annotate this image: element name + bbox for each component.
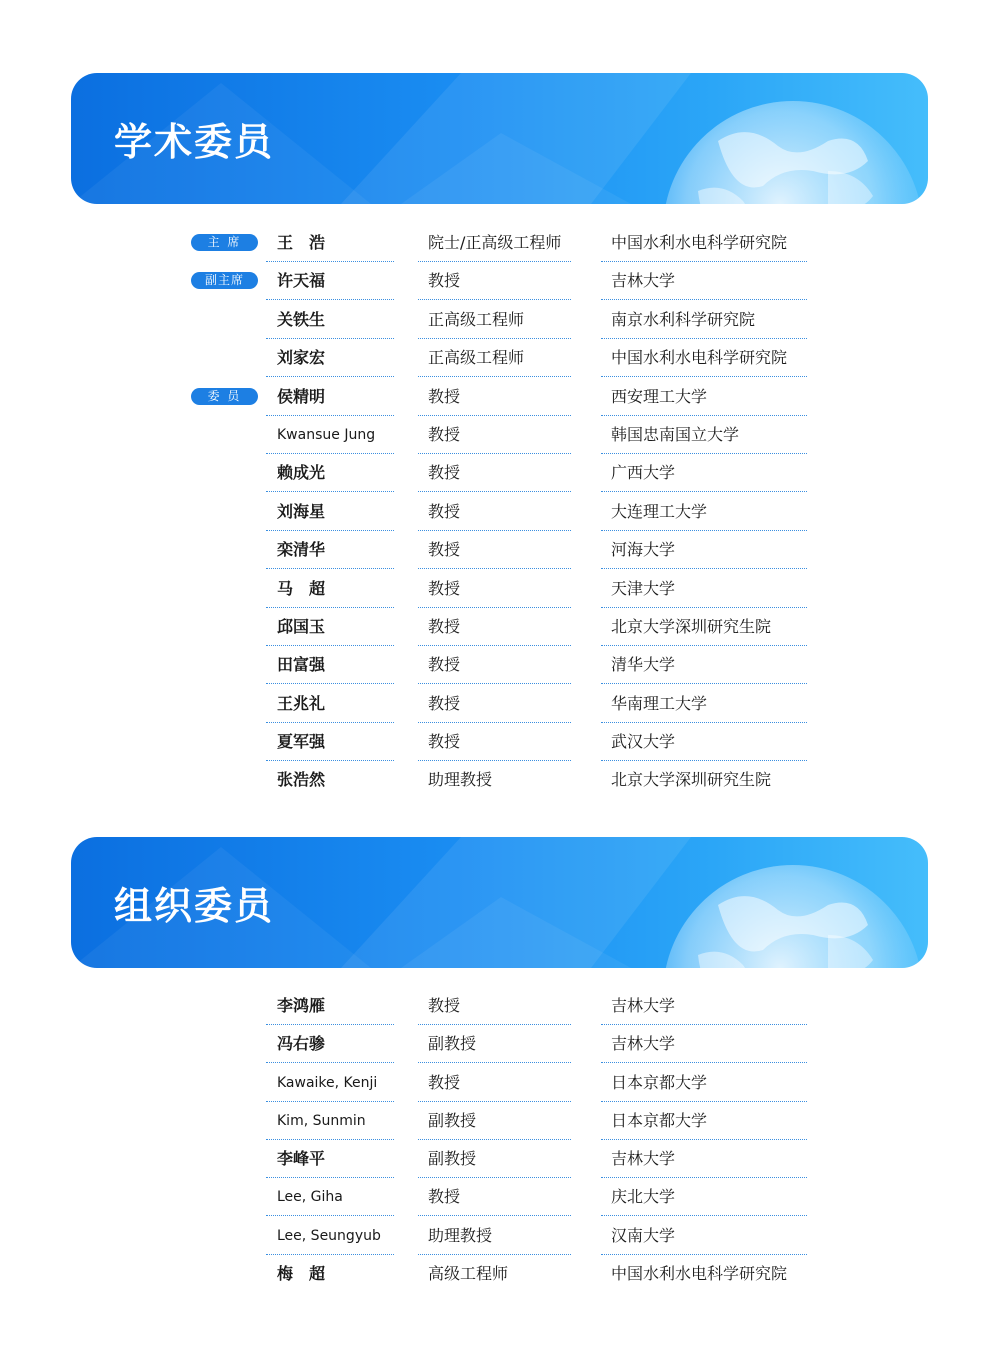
- table-row: [0, 493, 1000, 531]
- organizing-banner: [71, 837, 928, 968]
- member-title: 教授: [428, 271, 461, 290]
- member-org: 广西大学: [611, 463, 676, 482]
- divider: [601, 1062, 807, 1063]
- table-row: [0, 1255, 1000, 1293]
- member-org: 吉林大学: [611, 1149, 676, 1168]
- member-title: 副教授: [428, 1034, 477, 1053]
- member-title: 教授: [428, 463, 461, 482]
- member-title: 教授: [428, 579, 461, 598]
- table-row: [0, 570, 1000, 608]
- table-row: [0, 1025, 1000, 1063]
- member-org: 吉林大学: [611, 996, 676, 1015]
- divider: [418, 491, 571, 492]
- member-title: 教授: [428, 694, 461, 713]
- member-name: 冯右骖: [277, 1034, 326, 1053]
- member-title: 教授: [428, 655, 461, 674]
- member-name: 刘家宏: [277, 348, 326, 367]
- banner-title: 学术委员: [114, 120, 275, 164]
- table-row: [0, 1064, 1000, 1102]
- globe-icon: [628, 845, 928, 968]
- role-badge-chair: 主 席: [191, 234, 258, 251]
- divider: [418, 1215, 571, 1216]
- table-row: [0, 685, 1000, 723]
- divider: [418, 1062, 571, 1063]
- member-name: 赖成光: [277, 463, 326, 482]
- member-title: 教授: [428, 387, 461, 406]
- divider: [266, 299, 394, 300]
- member-name: 王 浩: [277, 233, 326, 252]
- table-row: [0, 761, 1000, 799]
- member-org: 庆北大学: [611, 1187, 676, 1206]
- table-row: [0, 416, 1000, 454]
- divider: [418, 376, 571, 377]
- member-title: 教授: [428, 540, 461, 559]
- table-row: [0, 339, 1000, 377]
- member-org: 北京大学深圳研究生院: [611, 617, 772, 636]
- divider: [418, 683, 571, 684]
- member-title: 教授: [428, 1187, 461, 1206]
- member-title: 助理教授: [428, 1226, 493, 1245]
- member-name: Lee, Seungyub: [277, 1228, 381, 1244]
- member-org: 吉林大学: [611, 1034, 676, 1053]
- table-row: [0, 987, 1000, 1025]
- member-title: 教授: [428, 1073, 461, 1092]
- member-name: 马 超: [277, 579, 326, 598]
- member-name: Kawaike, Kenji: [277, 1075, 378, 1091]
- table-row: [0, 1178, 1000, 1216]
- table-row: [0, 608, 1000, 646]
- member-name: 侯精明: [277, 387, 326, 406]
- member-org: 武汉大学: [611, 732, 676, 751]
- table-row: [0, 531, 1000, 569]
- member-org: 河海大学: [611, 540, 676, 559]
- table-row: [0, 1217, 1000, 1255]
- member-title: 教授: [428, 425, 461, 444]
- member-name: 王兆礼: [277, 694, 326, 713]
- member-name: 栾清华: [277, 540, 326, 559]
- role-badge-member: 委 员: [191, 388, 258, 405]
- member-name: 许天福: [277, 271, 326, 290]
- member-name: 李鸿雁: [277, 996, 326, 1015]
- table-row: [0, 723, 1000, 761]
- member-org: 南京水利科学研究院: [611, 310, 756, 329]
- member-org: 吉林大学: [611, 271, 676, 290]
- divider: [418, 568, 571, 569]
- divider: [266, 491, 394, 492]
- member-title: 院士/正高级工程师: [428, 233, 562, 252]
- table-row: [0, 224, 1000, 262]
- table-row: [0, 1102, 1000, 1140]
- member-org: 天津大学: [611, 579, 676, 598]
- member-name: 李峰平: [277, 1149, 326, 1168]
- table-row: [0, 1140, 1000, 1178]
- banner-title: 组织委员: [114, 884, 275, 928]
- member-title: 教授: [428, 732, 461, 751]
- table-row: [0, 301, 1000, 339]
- divider: [601, 683, 807, 684]
- member-title: 教授: [428, 996, 461, 1015]
- divider: [266, 1062, 394, 1063]
- divider: [418, 299, 571, 300]
- member-org: 中国水利水电科学研究院: [611, 1264, 788, 1283]
- member-name: Kwansue Jung: [277, 427, 376, 443]
- member-title: 教授: [428, 617, 461, 636]
- divider: [601, 491, 807, 492]
- member-title: 教授: [428, 502, 461, 521]
- table-row: [0, 262, 1000, 300]
- member-org: 北京大学深圳研究生院: [611, 770, 772, 789]
- divider: [601, 376, 807, 377]
- member-title: 副教授: [428, 1149, 477, 1168]
- member-name: 张浩然: [277, 770, 326, 789]
- divider: [266, 376, 394, 377]
- table-row: [0, 378, 1000, 416]
- member-org: 日本京都大学: [611, 1111, 708, 1130]
- member-name: 夏军强: [277, 732, 326, 751]
- member-org: 西安理工大学: [611, 387, 708, 406]
- divider: [266, 683, 394, 684]
- member-name: 田富强: [277, 655, 326, 674]
- table-row: [0, 646, 1000, 684]
- member-name: 关铁生: [277, 310, 326, 329]
- member-title: 副教授: [428, 1111, 477, 1130]
- member-name: Lee, Giha: [277, 1189, 343, 1205]
- globe-icon: [628, 81, 928, 204]
- member-org: 中国水利水电科学研究院: [611, 348, 788, 367]
- member-name: 邱国玉: [277, 617, 326, 636]
- member-org: 华南理工大学: [611, 694, 708, 713]
- divider: [266, 568, 394, 569]
- divider: [601, 568, 807, 569]
- member-org: 大连理工大学: [611, 502, 708, 521]
- member-org: 汉南大学: [611, 1226, 676, 1245]
- table-row: [0, 454, 1000, 492]
- divider: [266, 1215, 394, 1216]
- role-badge-vice-chair: 副主席: [191, 272, 258, 289]
- divider: [601, 299, 807, 300]
- divider: [601, 1215, 807, 1216]
- academic-banner: [71, 73, 928, 204]
- member-title: 助理教授: [428, 770, 493, 789]
- member-org: 清华大学: [611, 655, 676, 674]
- member-org: 中国水利水电科学研究院: [611, 233, 788, 252]
- member-title: 正高级工程师: [428, 310, 525, 329]
- member-title: 正高级工程师: [428, 348, 525, 367]
- member-name: 梅 超: [277, 1264, 326, 1283]
- member-org: 韩国忠南国立大学: [611, 425, 740, 444]
- member-title: 高级工程师: [428, 1264, 509, 1283]
- member-org: 日本京都大学: [611, 1073, 708, 1092]
- member-name: 刘海星: [277, 502, 326, 521]
- member-name: Kim, Sunmin: [277, 1113, 366, 1129]
